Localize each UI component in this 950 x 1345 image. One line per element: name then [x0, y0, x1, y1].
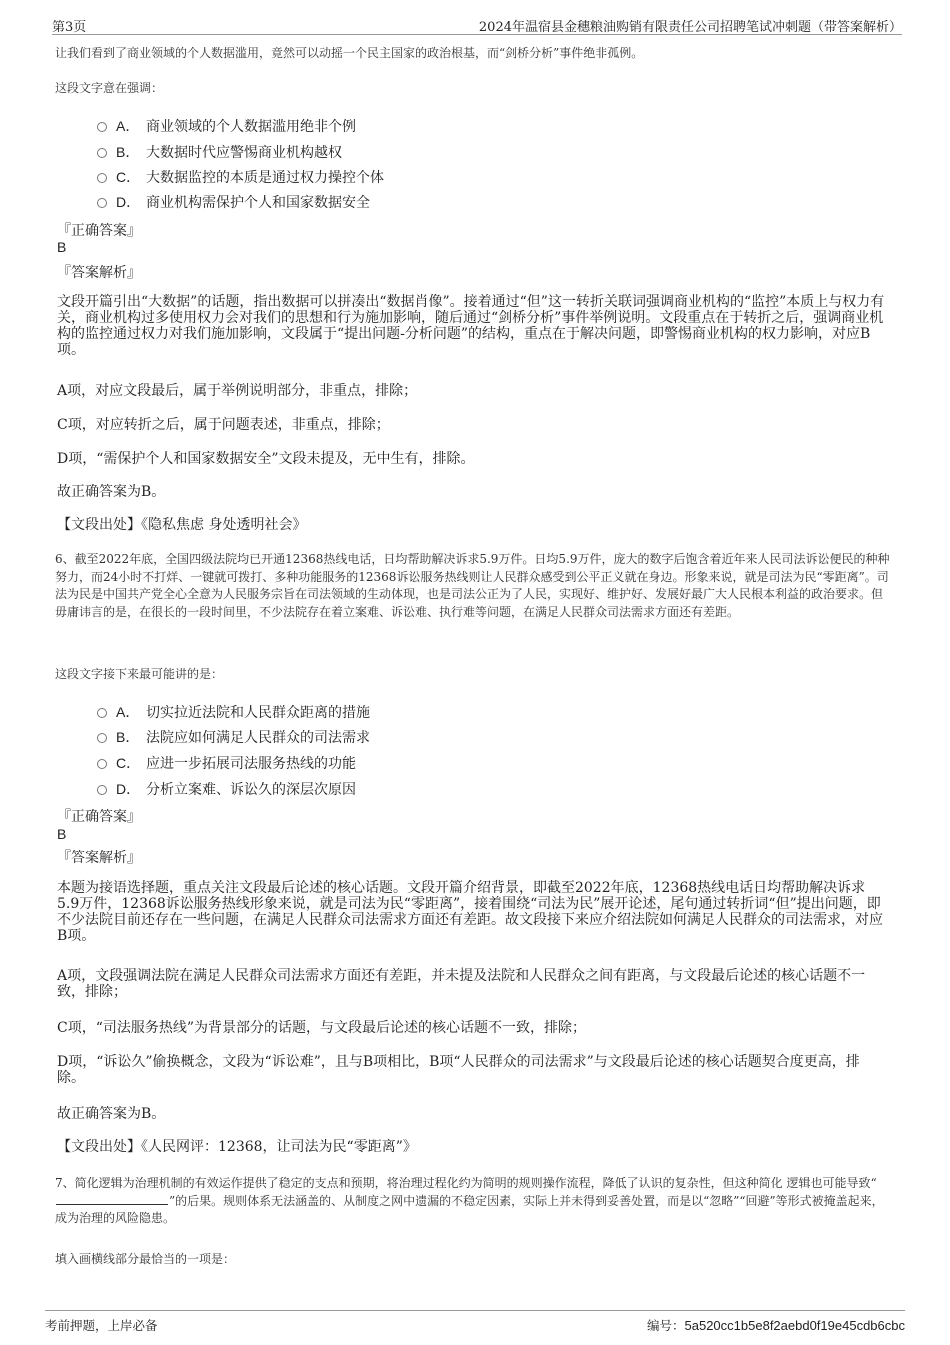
q6-analysis-d: D项，“诉讼久”偷换概念，文段为“诉讼难”，且与B项相比，B项“人民群众的司法需求”与文段最后论述的核心话题契合度更高，排除。	[57, 1054, 860, 1086]
q5-analysis-d: D项，“需保护个人和国家数据安全”文段未提及，无中生有，排除。	[57, 451, 475, 467]
q5-conclusion: 故正确答案为B。	[57, 484, 166, 500]
fill-blank[interactable]	[56, 1193, 168, 1205]
document-title: 2024年温宿县金穗粮油购销有限责任公司招聘笔试冲刺题（带答案解析）	[478, 20, 902, 35]
q5-option-a[interactable]: A． 商业领域的个人数据滥用绝非个例	[97, 116, 356, 136]
q6-answer: B	[57, 826, 67, 842]
radio-icon[interactable]	[97, 198, 107, 208]
q6-option-a[interactable]: A． 切实拉近法院和人民群众距离的措施	[97, 702, 370, 722]
q5-analysis-c: C项，对应转折之后，属于问题表述，非重点，排除；	[57, 417, 390, 433]
q5-analysis-label: 『答案解析』	[57, 265, 141, 281]
page-header	[52, 14, 902, 35]
q6-prompt: 这段文字接下来最可能讲的是：	[55, 667, 224, 681]
q6-passage: 6、截至2022年底，全国四级法院均已开通12368热线电话，日均帮助解决诉求5.9万件。日均5.9万件，庞大的数字后饱含着近年来人民司法诉讼便民的种种努力，而24小时不打烊、一键就可拨打、多种功能服务的12368诉讼服务热线则让人民群众感受到公平正义就在身边。形象来说，就是司法为民“零距离”。司法为民是中国共产党全心全意为人民服务宗旨在司法领域的生动体现，也是司法公正为了人民，实现好、维护好、发展好最广大人民根本利益的政治要求。但毋庸讳言的是，在很长的一段时间里，不少法院存在着立案难、诉讼难、执行难等问题，在满足人民群众司法需求方面还有差距。	[55, 552, 890, 619]
q6-conclusion: 故正确答案为B。	[57, 1106, 166, 1122]
q6-analysis-label: 『答案解析』	[57, 850, 141, 866]
radio-icon[interactable]	[97, 122, 107, 132]
radio-icon[interactable]	[97, 708, 107, 718]
page-footer	[45, 1310, 905, 1335]
q5-source: 【文段出处】《隐私焦虑 身处透明社会》	[57, 517, 307, 533]
q6-option-b[interactable]: B． 法院应如何满足人民群众的司法需求	[97, 727, 370, 747]
radio-icon[interactable]	[97, 148, 107, 158]
footer-slogan: 考前押题，上岸必备	[45, 1318, 158, 1333]
q7-prompt: 填入画横线部分最恰当的一项是：	[55, 1252, 236, 1266]
q5-passage-tail: 让我们看到了商业领域的个人数据滥用，竟然可以动摇一个民主国家的政治根基，而“剑桥分析”事件绝非孤例。	[55, 46, 644, 60]
q6-option-d[interactable]: D． 分析立案难、诉讼久的深层次原因	[97, 779, 356, 799]
radio-icon[interactable]	[97, 785, 107, 795]
q5-option-c[interactable]: C． 大数据监控的本质是通过权力操控个体	[97, 167, 384, 187]
q5-option-b[interactable]: B． 大数据时代应警惕商业机构越权	[97, 142, 342, 162]
q5-analysis-a: A项，对应文段最后，属于举例说明部分，非重点，排除；	[57, 383, 418, 399]
q5-prompt: 这段文字意在强调：	[55, 81, 164, 95]
q6-option-c[interactable]: C． 应进一步拓展司法服务热线的功能	[97, 753, 356, 773]
radio-icon[interactable]	[97, 733, 107, 743]
document-code: 编号：5a520cc1b5e8f2aebd0f19e45cdb6cbc	[647, 1318, 905, 1333]
q6-analysis-main: 本题为接语选择题，重点关注文段最后论述的核心话题。文段开篇介绍背景，即截至2022年底，12368热线电话日均帮助解决诉求5.9万件，12368诉讼服务热线形象来说，就是司法为民“零距离”，接着围绕“司法为民”展开论述，尾句通过转折词“但”提出问题，即不少法院目前还存在一些问题，在满足人民群众司法需求方面还有差距。故文段接下来应介绍法院如何满足人民群众的司法需求，对应B项。	[57, 880, 883, 944]
q5-analysis-main: 文段开篇引出“大数据”的话题，指出数据可以拼凑出“数据肖像”。接着通过“但”这一转折关联词强调商业机构的“监控”本质上与权力有关，商业机构过多使用权力会对我们的思想和行为施加影响，随后通过“剑桥分析”事件举例说明。文段重点在于转折之后，强调商业机构的监控通过权力对我们施加影响，文段属于“提出问题-分析问题”的结构，重点在于解决问题，即警惕商业机构的权力影响，对应B项。	[57, 294, 885, 358]
q5-option-d[interactable]: D． 商业机构需保护个人和国家数据安全	[97, 192, 370, 212]
q7-passage: 7、简化逻辑为治理机制的有效运作提供了稳定的支点和预期，将治理过程化约为简明的规则操作流程，降低了认识的复杂性，但这种简化 逻辑也可能导致“”的后果。规则体系无法涵盖的、从制度之网中遗漏的不稳定因素，实际上并未得到妥善处置，而是以“忽略”“回避”等形式被掩盖起来，成为治理的风险隐患。	[55, 1176, 884, 1225]
q6-answer-label: 『正确答案』	[57, 809, 141, 825]
radio-icon[interactable]	[97, 173, 107, 183]
q6-analysis-a: A项，文段强调法院在满足人民群众司法需求方面还有差距，并未提及法院和人民群众之间有距离，与文段最后论述的核心话题不一致，排除；	[57, 968, 866, 1000]
q6-analysis-c: C项，“司法服务热线”为背景部分的话题，与文段最后论述的核心话题不一致，排除；	[57, 1020, 587, 1036]
page-number: 第3页	[52, 20, 87, 35]
q6-source: 【文段出处】《人民网评：12368，让司法为民“零距离”》	[57, 1139, 417, 1155]
q5-answer: B	[57, 239, 67, 255]
q5-answer-label: 『正确答案』	[57, 223, 141, 239]
radio-icon[interactable]	[97, 759, 107, 769]
